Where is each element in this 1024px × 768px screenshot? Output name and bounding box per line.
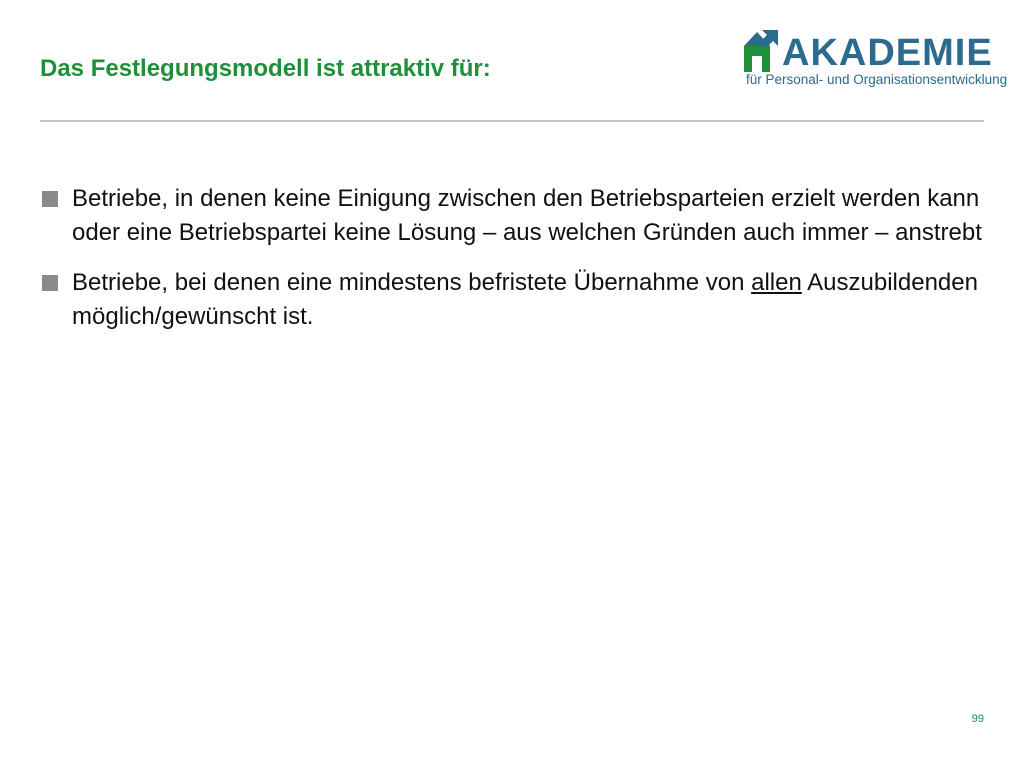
- page-number: 99: [971, 713, 984, 725]
- house-arrow-logo-icon: [742, 30, 778, 72]
- title-divider: [40, 120, 984, 122]
- logo-wordmark: AKADEMIE: [782, 32, 993, 74]
- bullet-list: [42, 182, 992, 350]
- logo-subtitle: für Personal- und Organisationsentwicklung: [746, 72, 1008, 87]
- bullet-item: [42, 182, 992, 250]
- bullet-text-after: Auszubildenden möglich/gewünscht ist.: [72, 269, 978, 330]
- slide-title: Das Festlegungsmodell ist attraktiv für:: [40, 55, 491, 82]
- bullet-square-icon: [42, 275, 58, 291]
- underlined-word: allen: [751, 269, 802, 296]
- bullet-text: Betriebe, in denen keine Einigung zwischen den Betriebsparteien erzielt werden kann oder eine Betriebspartei keine Lösung – aus welchen Gründen auch immer – anstrebt: [72, 185, 982, 246]
- akademie-logo: [742, 30, 1008, 90]
- bullet-text-before: Betriebe, bei denen eine mindestens befristete Übernahme von: [72, 269, 752, 296]
- bullet-item: [42, 266, 992, 334]
- bullet-square-icon: [42, 191, 58, 207]
